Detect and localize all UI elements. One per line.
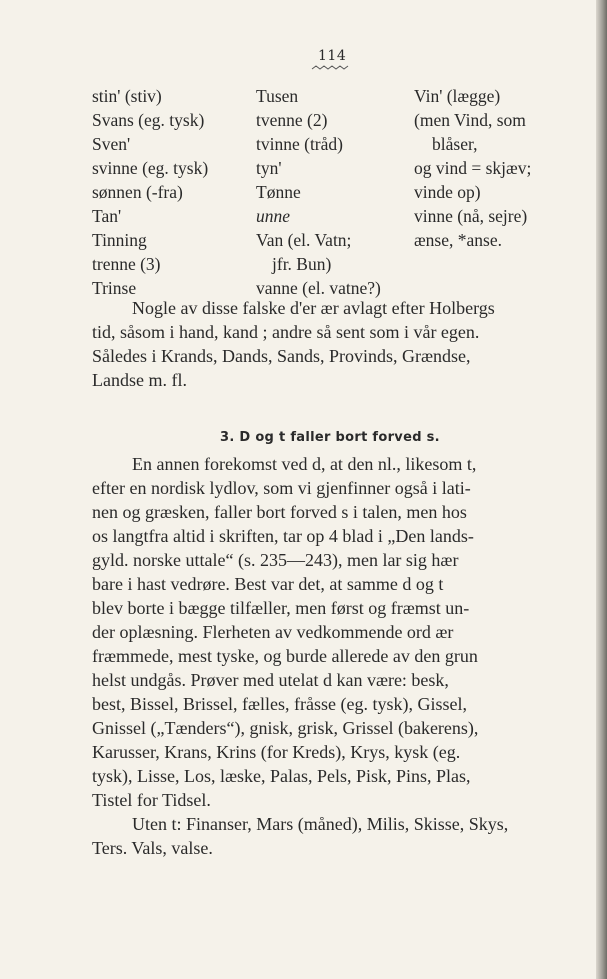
middle-col-word: Van (el. Vatn;	[256, 230, 352, 250]
paragraph1-line: Landse m. fl.	[92, 370, 187, 390]
right-col-word: (men Vind, som	[414, 110, 526, 130]
left-col-word: Svans (eg. tysk)	[92, 110, 205, 130]
paragraph1-line: Nogle av disse falske d'er ær avlagt efter Holbergs	[132, 298, 495, 318]
right-col-word: Vin' (lægge)	[414, 86, 501, 106]
paragraph2-line: blev borte i bægge tilfæller, men først og fræmst un-	[92, 598, 470, 618]
middle-col-word: tvinne (tråd)	[256, 134, 343, 154]
paragraph2-line: helst undgås. Prøver med utelat d kan være: besk,	[92, 670, 449, 690]
middle-col-word: tvenne (2)	[256, 110, 328, 130]
left-col-word: svinne (eg. tysk)	[92, 158, 209, 178]
middle-col-word: Tusen	[256, 86, 299, 106]
left-col-word: stin' (stiv)	[92, 86, 162, 106]
page-edge-shadow	[596, 0, 607, 979]
section-heading: 3. D og t faller bort forved s.	[220, 430, 440, 445]
middle-col-word: Tønne	[256, 182, 301, 202]
paragraph2-line: best, Bissel, Brissel, fælles, fråsse (eg. tysk), Gissel,	[92, 694, 467, 714]
right-col-word: vinne (nå, sejre)	[414, 206, 528, 226]
left-col-word: Sven'	[92, 134, 131, 154]
right-col-word: vinde op)	[414, 182, 481, 202]
left-col-word: Tinning	[92, 230, 147, 250]
middle-col-word: unne	[256, 206, 291, 226]
middle-col-word: jfr. Bun)	[272, 254, 332, 274]
paragraph2-line: efter en nordisk lydlov, som vi gjenfinner også i lati-	[92, 478, 471, 498]
paragraph2-line: Gnissel („Tænders“), gnisk, grisk, Grissel (bakerens),	[92, 718, 479, 738]
paragraph3-line: Ters. Vals, valse.	[92, 838, 213, 858]
right-col-word: ænse, *anse.	[414, 230, 502, 250]
paragraph2-line: tysk), Lisse, Los, læske, Palas, Pels, Pisk, Pins, Plas,	[92, 766, 471, 786]
middle-col-word: vanne (el. vatne?)	[256, 278, 381, 298]
paragraph2-line: En annen forekomst ved d, at den nl., likesom t,	[132, 454, 477, 474]
paragraph2-line: bare i hast vedrøre. Best var det, at samme d og t	[92, 574, 444, 594]
paragraph2-line: nen og græsken, faller bort forved s i talen, men hos	[92, 502, 467, 522]
paragraph1-line: tid, såsom i hand, kand ; andre så sent som i vår egen.	[92, 322, 480, 342]
paragraph2-line: gyld. norske uttale“ (s. 235—243), men lar sig hær	[92, 550, 459, 570]
left-col-word: trenne (3)	[92, 254, 161, 274]
paragraph2-line: fræmmede, mest tyske, og burde allerede av den grun	[92, 646, 478, 666]
page-number-ornament	[310, 64, 352, 72]
paragraph2-line: Tistel for Tidsel.	[92, 790, 211, 810]
right-col-word: og vind = skjæv;	[414, 158, 532, 178]
left-col-word: Tan'	[92, 206, 122, 226]
right-col-word: blåser,	[432, 134, 478, 154]
paragraph2-line: Karusser, Krans, Krins (for Kreds), Krys, kysk (eg.	[92, 742, 461, 762]
paragraph1-line: Således i Krands, Dands, Sands, Provinds, Grændse,	[92, 346, 471, 366]
paragraph3-line: Uten t: Finanser, Mars (måned), Milis, Skisse, Skys,	[132, 814, 509, 834]
left-col-word: sønnen (-fra)	[92, 182, 183, 202]
middle-col-word: tyn'	[256, 158, 282, 178]
paragraph2-line: os langtfra altid i skriften, tar op 4 blad i „Den lands-	[92, 526, 474, 546]
page-number: 114	[318, 48, 347, 64]
paragraph2-line: der oplæsning. Flerheten av vedkommende ord ær	[92, 622, 454, 642]
left-col-word: Trinse	[92, 278, 137, 298]
